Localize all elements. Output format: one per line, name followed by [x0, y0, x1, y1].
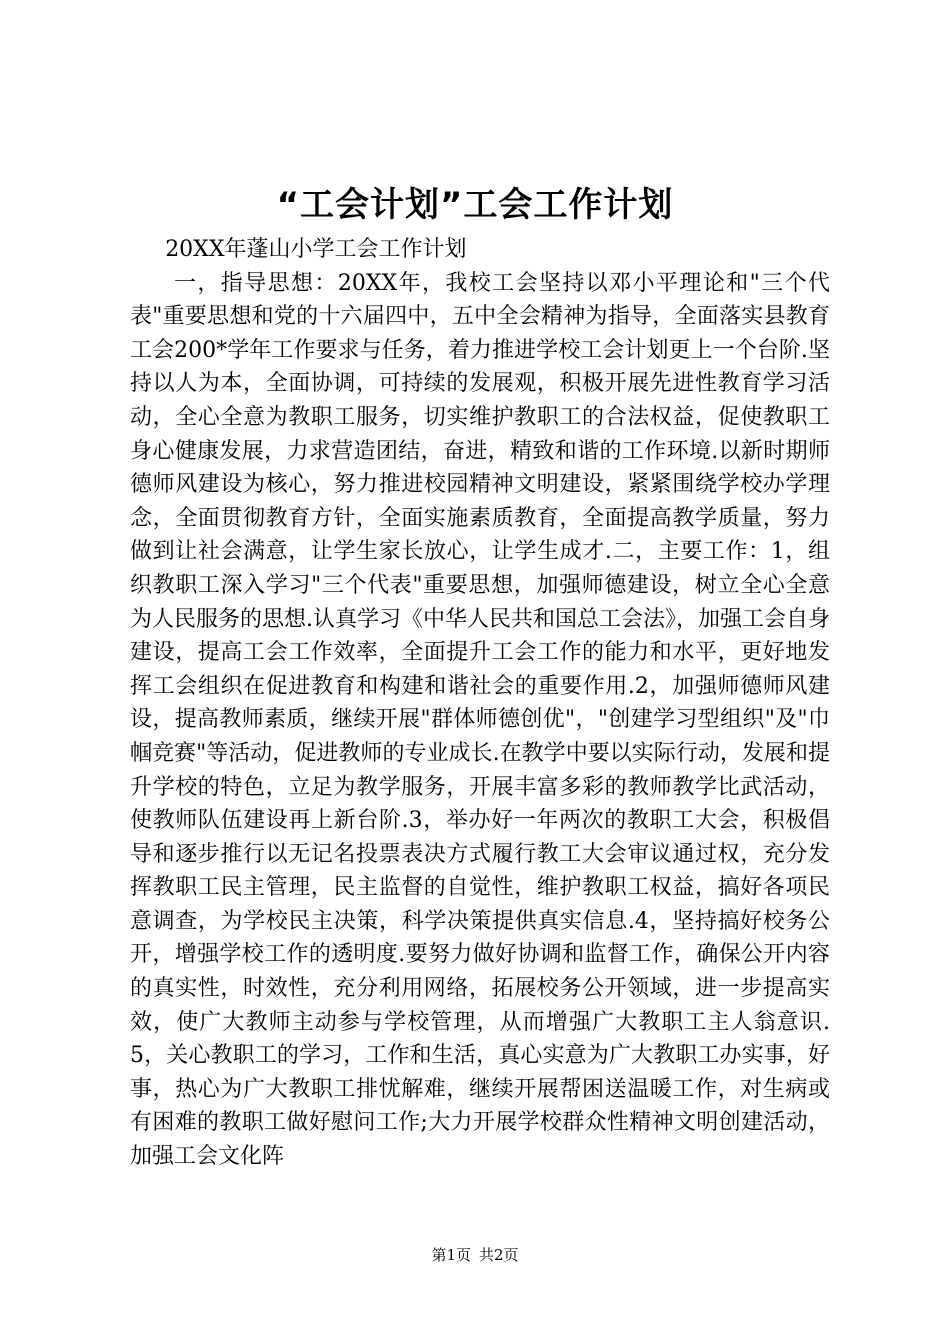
- page-footer: [0, 1245, 950, 1265]
- page-number: 第1页: [431, 1246, 471, 1264]
- page-total: 共2页: [479, 1246, 519, 1264]
- body-paragraph: 一，指导思想：20XX年，我校工会坚持以邓小平理论和"三个代表"重要思想和党的十六届四中，五中全会精神为指导，全面落实县教育工会200*学年工作要求与任务，着力推进学校工会计划更上一个台阶.坚持以人为本，全面协调，可持续的发展观，积极开展先进性教育学习活动，全心全意为教职工服务，切实维护教职工的合法权益，促使教职工身心健康发展，力求营造团结，奋进，精致和谐的工作环境.以新时期师德师风建设为核心，努力推进校园精神文明建设，紧紧围绕学校办学理念，全面贯彻教育方针，全面实施素质教育，全面提高教学质量，努力做到让社会满意，让学生家长放心，让学生成才.二，主要工作：1，组织教职工深入学习"三个代表"重要思想，加强师德建设，树立全心全意为人民服务的思想.认真学习《中华人民共和国总工会法》，加强工会自身建设，提高工会工作效率，全面提升工会工作的能力和水平，更好地发挥工会组织在促进教育和构建和谐社会的重要作用.2，加强师德师风建设，提高教师素质，继续开展"群体师德创优"，"创建学习型组织"及"巾帼竞赛"等活动，促进教师的专业成长.在教学中要以实际行动，发展和提升学校的特色，立足为教学服务，开展丰富多彩的教师教学比武活动，使教师队伍建设再上新台阶.3，举办好一年两次的教职工大会，积极倡导和逐步推行以无记名投票表决方式履行教工大会审议通过权，充分发挥教职工民主管理，民主监督的自觉性，维护教职工权益，搞好各项民意调查，为学校民主决策，科学决策提供真实信息.4，坚持搞好校务公开，增强学校工作的透明度.要努力做好协调和监督工作，确保公开内容的真实性，时效性，充分利用网络，拓展校务公开领域，进一步提高实效，使广大教师主动参与学校管理，从而增强广大教职工主人翁意识.5，关心教职工的学习，工作和生活，真心实意为广大教职工办实事，好事，热心为广大教职工排忧解难，继续开展帮困送温暖工作，对生病或有困难的教职工做好慰问工作;大力开展学校群众性精神文明创建活动，加强工会文化阵: [130, 270, 830, 1170]
- document-title: “工会计划”工会工作计划: [276, 185, 674, 225]
- document-subtitle: 20XX年蓬山小学工会工作计划: [165, 237, 467, 262]
- document-body: [130, 233, 830, 1174]
